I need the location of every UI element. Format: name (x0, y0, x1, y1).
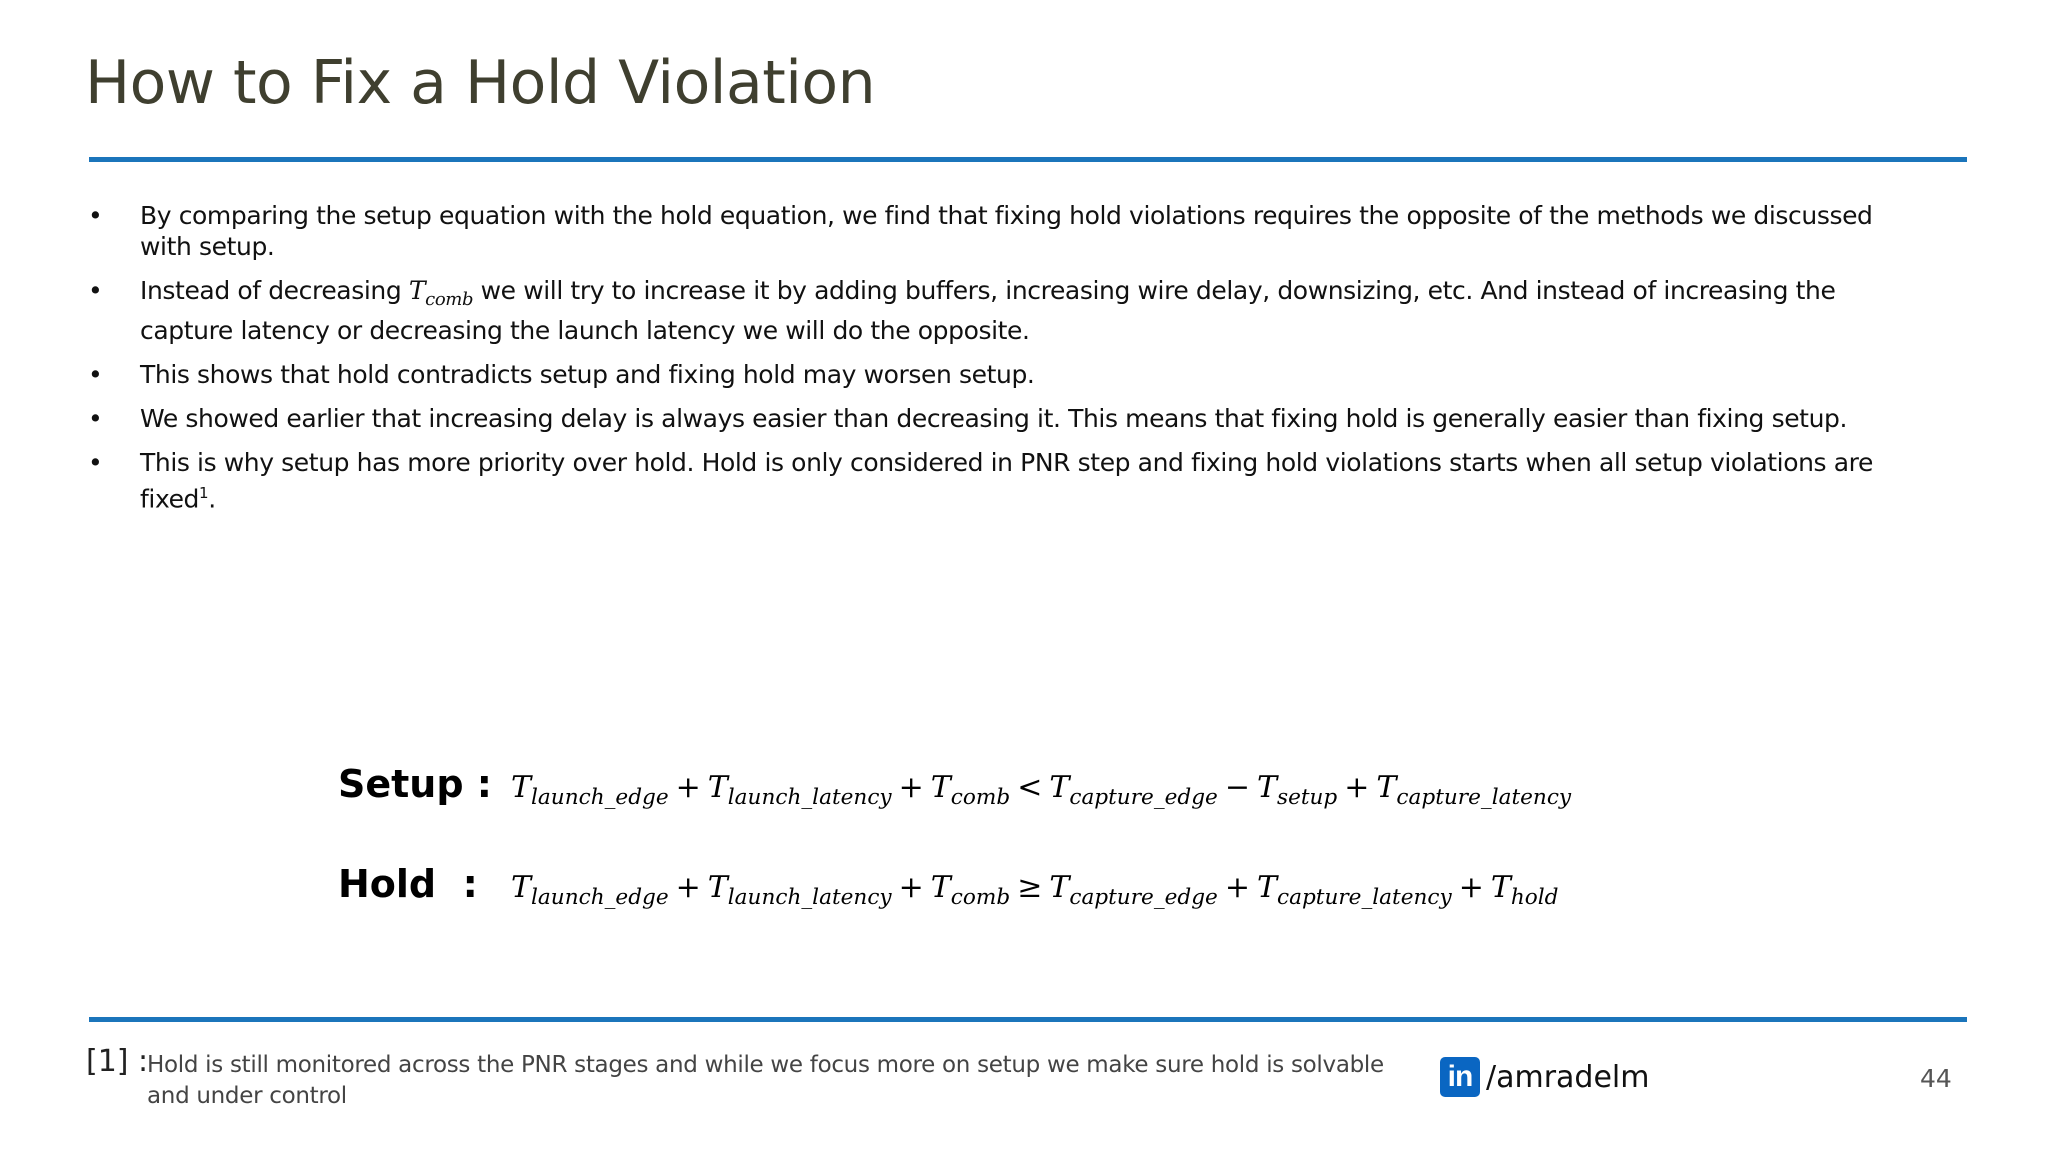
setup-equation (338, 762, 1571, 810)
linkedin-link[interactable] (1440, 1057, 1650, 1097)
bullet-item (88, 275, 1918, 346)
bullet-text: We showed earlier that increasing delay is always easier than decreasing it. This means that fixing hold is generally easier than fixing setup. (140, 404, 1848, 433)
title-divider (89, 157, 1967, 162)
slide-title: How to Fix a Hold Violation (85, 48, 876, 118)
footnote-text: Hold is still monitored across the PNR stages and while we focus more on setup we make sure hold is solvable and under control (147, 1052, 1384, 1109)
bullet-item (88, 200, 1918, 262)
footnote-marker: [1] : (86, 1044, 149, 1079)
hold-label: Hold : (338, 862, 478, 906)
inline-math-tcomb: $T_{comb}$ (408, 276, 474, 310)
setup-formula: $T_{launch\_edge} + T_{launch\_latency} + T_{comb} < T_{capture\_edge} - T_{setup} + T_{capture\_latency}$ (511, 770, 1572, 810)
bullet-dot: • (88, 276, 103, 305)
hold-equation (338, 862, 1559, 910)
bullet-text: This is why setup has more priority over hold. Hold is only considered in PNR step and fixing hold violations starts when all setup violations are fixed (140, 448, 1873, 514)
hold-formula: $T_{launch\_edge} + T_{launch\_latency} + T_{comb} \ge T_{capture\_edge} + T_{capture\_latency} + T_{hold}$ (511, 870, 1559, 910)
footer-divider (89, 1017, 1967, 1022)
setup-label: Setup : (338, 762, 492, 806)
linkedin-handle[interactable]: /amradelm (1486, 1059, 1650, 1095)
bullet-text: Instead of decreasing (140, 276, 409, 305)
bullet-item: • This is why setup has more priority over hold. Hold is only considered in PNR step and fixing hold violations starts when all setup violations are fixed$^1$. (88, 448, 1873, 514)
bullet-text: we will try to increase it by adding buffers, increasing wire delay, downsizing, etc. And instead of increasing the capture latency or decreasing the launch latency we will do the opposite. (140, 276, 1836, 345)
bullet-dot: • (88, 201, 103, 230)
bullet-dot: • (88, 448, 103, 477)
linkedin-icon[interactable]: in (1440, 1057, 1480, 1097)
bullet-item (88, 359, 1918, 390)
bullet-text: This shows that hold contradicts setup and fixing hold may worsen setup. (140, 360, 1035, 389)
bullet-item (88, 403, 1918, 434)
bullet-dot: • (88, 404, 103, 433)
bullet-list (88, 200, 1918, 527)
footnote-ref: 1 (199, 484, 209, 502)
bullet-dot: • (88, 360, 103, 389)
page-number: 44 (1920, 1064, 1952, 1093)
bullet-text: By comparing the setup equation with the hold equation, we find that fixing hold violations requires the opposite of the methods we discussed with setup. (140, 201, 1873, 261)
